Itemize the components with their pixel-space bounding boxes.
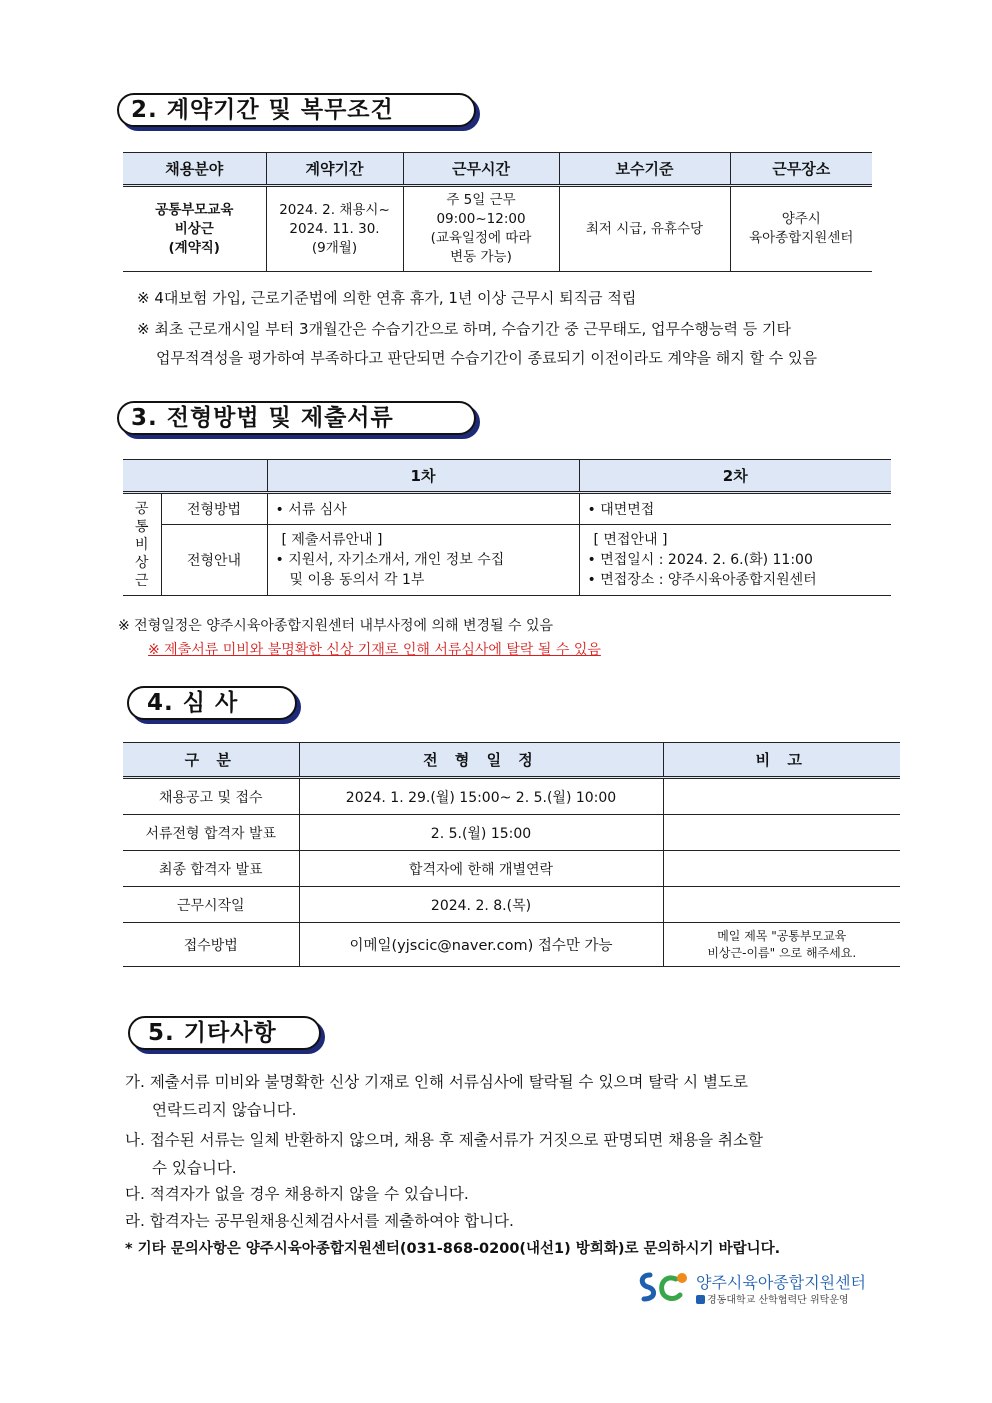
- table-row-note: [663, 887, 900, 923]
- header-second: 2차: [579, 460, 891, 493]
- table-row-schedule: 합격자에 한해 개별연락: [299, 851, 663, 887]
- note-probation-cont: 업무적격성을 평가하여 부족하다고 판단되면 수습기간이 종료되기 이전이라도 계약을 해지 할 수 있음: [156, 349, 818, 367]
- note-schedule-change: ※ 전형일정은 양주시육아종합지원센터 내부사정에 의해 변경될 수 있음: [118, 618, 554, 634]
- section5-title: 5. 기타사항: [128, 1016, 321, 1050]
- header-pay: 보수기준: [559, 153, 730, 186]
- header-remark: 비 고: [663, 743, 900, 778]
- note-insurance: ※ 4대보험 가입, 근로기준법에 의한 연휴 휴가, 1년 이상 근무시 퇴직금 적립: [137, 289, 637, 307]
- row-guide-first: [ 제출서류안내 ] • 지원서, 자기소개서, 개인 정보 수집 및 이용 동의서 각 1부: [267, 525, 579, 596]
- cell-hours: 주 5일 근무 09:00~12:00 (교육일정에 따라 변동 가능): [403, 186, 559, 272]
- center-logo-icon: [636, 1269, 692, 1307]
- contact-info: * 기타 문의사항은 양주시육아종합지원센터(031-868-0200(내선1) 방희화)로 문의하시기 바랍니다.: [125, 1241, 781, 1257]
- table-row-note: [663, 851, 900, 887]
- logo-text: 양주시육아종합지원센터: [696, 1273, 867, 1292]
- table-row-schedule: 2. 5.(월) 15:00: [299, 815, 663, 851]
- university-icon: [696, 1295, 705, 1304]
- table-row-category: 서류전형 합격자 발표: [123, 815, 299, 851]
- table-row-category: 최종 합격자 발표: [123, 851, 299, 887]
- cell-field: 공통부모교육 비상근 (계약직): [123, 186, 266, 272]
- cell-pay: 최저 시급, 유휴수당: [559, 186, 730, 272]
- section3-title: 3. 전형방법 및 제출서류: [117, 401, 476, 435]
- selection-table: [123, 459, 891, 596]
- etc-item-ga: 가. 제출서류 미비와 불명확한 신상 기재로 인해 서류심사에 탈락될 수 있으며 탈락 시 별도로: [125, 1073, 748, 1091]
- cell-place: 양주시 육아종합지원센터: [730, 186, 872, 272]
- note-document-warning: ※ 제출서류 미비와 불명확한 신상 기재로 인해 서류심사에 탈락 될 수 있음: [148, 642, 601, 658]
- logo-subtext: 경동대학교 산학협력단 위탁운영: [696, 1291, 849, 1306]
- header-place: 근무장소: [730, 153, 872, 186]
- table-row-note: 메일 제목 "공통부모교육 비상근-이름" 으로 해주세요.: [663, 923, 900, 967]
- center-logo: [636, 1269, 881, 1309]
- header-hours: 근무시간: [403, 153, 559, 186]
- review-table: [123, 742, 900, 967]
- table-row-category: 접수방법: [123, 923, 299, 967]
- contract-table: [123, 152, 872, 272]
- etc-item-na-cont: 수 있습니다.: [152, 1159, 237, 1177]
- etc-item-ga-cont: 연락드리지 않습니다.: [152, 1101, 297, 1119]
- row-guide-label: 전형안내: [161, 525, 267, 596]
- section4-title: 4. 심 사: [127, 686, 297, 720]
- table-row-category: 채용공고 및 접수: [123, 778, 299, 815]
- header-blank: [123, 460, 267, 493]
- row-guide-second: [ 면접안내 ] • 면접일시 : 2024. 2. 6.(화) 11:00 • 면접장소 : 양주시육아종합지원센터: [579, 525, 891, 596]
- etc-item-da: 다. 적격자가 없을 경우 채용하지 않을 수 있습니다.: [125, 1185, 469, 1203]
- table-row-schedule: 2024. 2. 8.(목): [299, 887, 663, 923]
- row-method-label: 전형방법: [161, 493, 267, 525]
- row-method-second: • 대면면접: [579, 493, 891, 525]
- table-row-schedule: 2024. 1. 29.(월) 15:00~ 2. 5.(월) 10:00: [299, 778, 663, 815]
- table-row-schedule: 이메일(yjscic@naver.com) 접수만 가능: [299, 923, 663, 967]
- table-row-note: [663, 815, 900, 851]
- etc-item-na: 나. 접수된 서류는 일체 반환하지 않으며, 채용 후 제출서류가 거짓으로 판명되면 채용을 취소할: [125, 1131, 763, 1149]
- header-period: 계약기간: [266, 153, 403, 186]
- side-label: 공 통 비 상 근: [123, 493, 161, 596]
- cell-period: 2024. 2. 채용시~ 2024. 11. 30. (9개월): [266, 186, 403, 272]
- header-first: 1차: [267, 460, 579, 493]
- table-row-category: 근무시작일: [123, 887, 299, 923]
- note-probation: ※ 최초 근로개시일 부터 3개월간은 수습기간으로 하며, 수습기간 중 근무태도, 업무수행능력 등 기타: [137, 320, 791, 338]
- section2-title: 2. 계약기간 및 복무조건: [117, 93, 476, 127]
- header-category: 구 분: [123, 743, 299, 778]
- header-field: 채용분야: [123, 153, 266, 186]
- etc-item-ra: 라. 합격자는 공무원채용신체검사서를 제출하여야 합니다.: [125, 1212, 514, 1230]
- row-method-first: • 서류 심사: [267, 493, 579, 525]
- header-schedule: 전 형 일 정: [299, 743, 663, 778]
- table-row-note: [663, 778, 900, 815]
